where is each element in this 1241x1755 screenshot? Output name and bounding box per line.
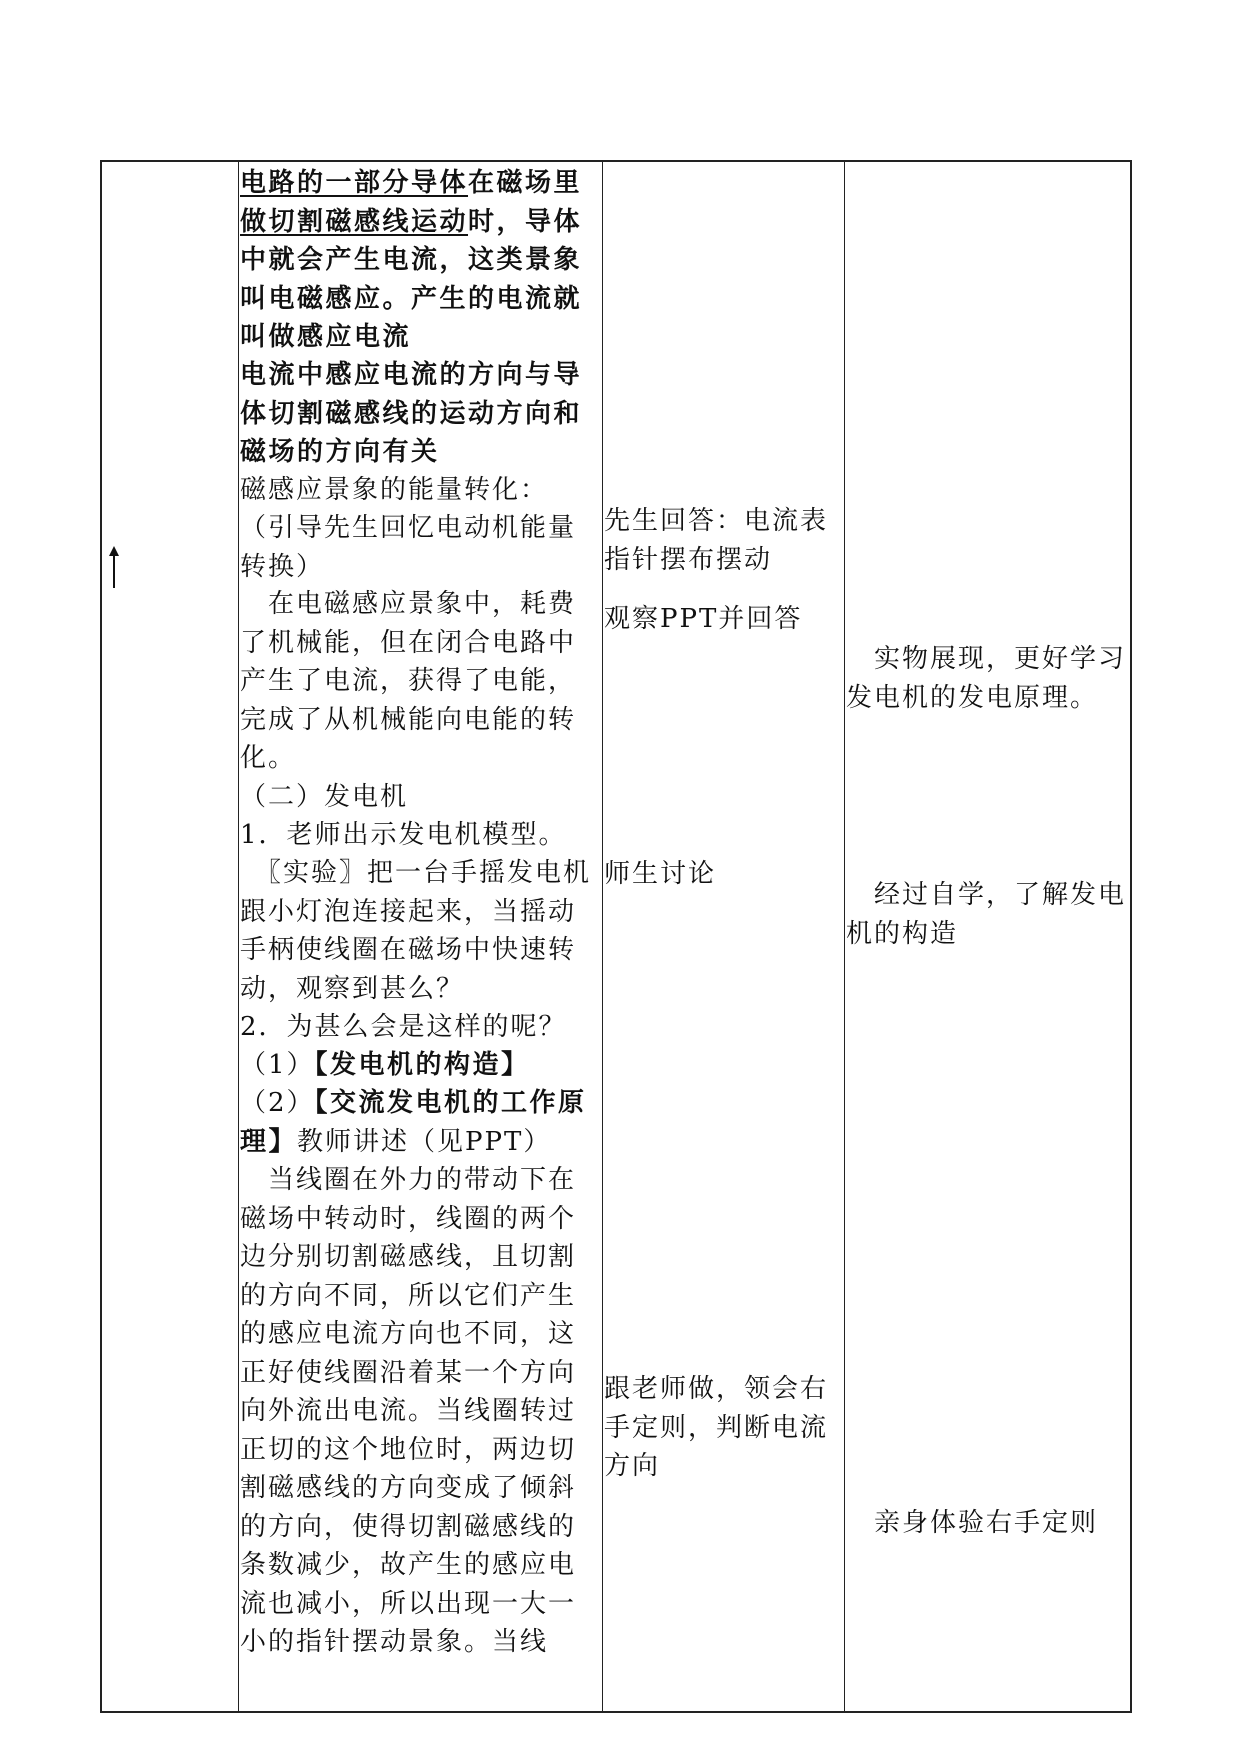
item-2: 2．为甚么会是这样的呢？: [240, 1012, 567, 1042]
student-follow: 跟老师做，领会右手定则，判断电流方向: [604, 1374, 829, 1481]
student-answer: 先生回答：电流表指针摆布摆动: [604, 506, 829, 575]
column-divider: [844, 162, 845, 1711]
energy-body: 在电磁感应景象中，耗费了机械能，但在闭合电路中产生了电流，获得了电能，完成了从机械能向电能的转化。: [240, 589, 577, 773]
definition-paragraph: 电路的一部分导体在磁场里做切割磁感线运动时，导体中就会产生电流，这类景象叫电磁感应。产生的电流就叫做感应电流: [240, 168, 583, 352]
sub-item-1: （1）【发电机的构造】: [240, 1050, 530, 1080]
section-generator-heading: （二）发电机: [240, 782, 409, 812]
energy-guide: （引导先生回忆电动机能量转换）: [240, 513, 577, 582]
column-divider: [602, 162, 603, 1711]
design-intent-column: [846, 162, 1132, 1711]
direction-paragraph: 电流中感应电流的方向与导体切割磁感线的运动方向和磁场的方向有关: [240, 360, 583, 467]
intent-experience: 亲身体验右手定则: [846, 1508, 1099, 1538]
intent-show: 实物展现，更好学习发电机的发电原理。: [846, 644, 1127, 713]
underlined-term: 做切割磁感线运动: [240, 206, 469, 237]
intent-selfstudy: 经过自学，了解发电机的构造: [846, 880, 1127, 949]
underlined-term: 电路的一部分导体: [240, 168, 469, 198]
student-discuss: 师生讨论: [604, 859, 717, 889]
sub-item-2: （2）【交流发电机的工作原理】教师讲述（见PPT）: [240, 1088, 587, 1157]
student-activity-column: [604, 162, 844, 1711]
experiment-paragraph: 〖实验〗把一台手摇发电机跟小灯泡连接起来，当摇动手柄使线圈在磁场中快速转动，观察到甚么？: [240, 858, 592, 1004]
lesson-table: [100, 160, 1132, 1713]
item-1: 1．老师出示发电机模型。: [240, 820, 567, 850]
student-observe: 观察PPT并回答: [604, 604, 803, 634]
teaching-content-column: [240, 162, 602, 1711]
energy-title: 磁感应景象的能量转化：: [240, 475, 549, 505]
principle-paragraph: 当线圈在外力的带动下在磁场中转动时，线圈的两个边分别切割磁感线，且切割的方向不同，所以它们产生的感应电流方向也不同，这正好使线圈沿着某一个方向向外流出电流。当线圈转过正切的这个地位时，两边切割磁感线的方向变成了倾斜的方向，使得切割磁感线的条数减少，故产生的感应电流也减小，所以出现一大一小的指针摆动景象。当线: [240, 1165, 577, 1657]
column-divider: [238, 162, 239, 1711]
arrow-up-icon: [104, 545, 124, 589]
